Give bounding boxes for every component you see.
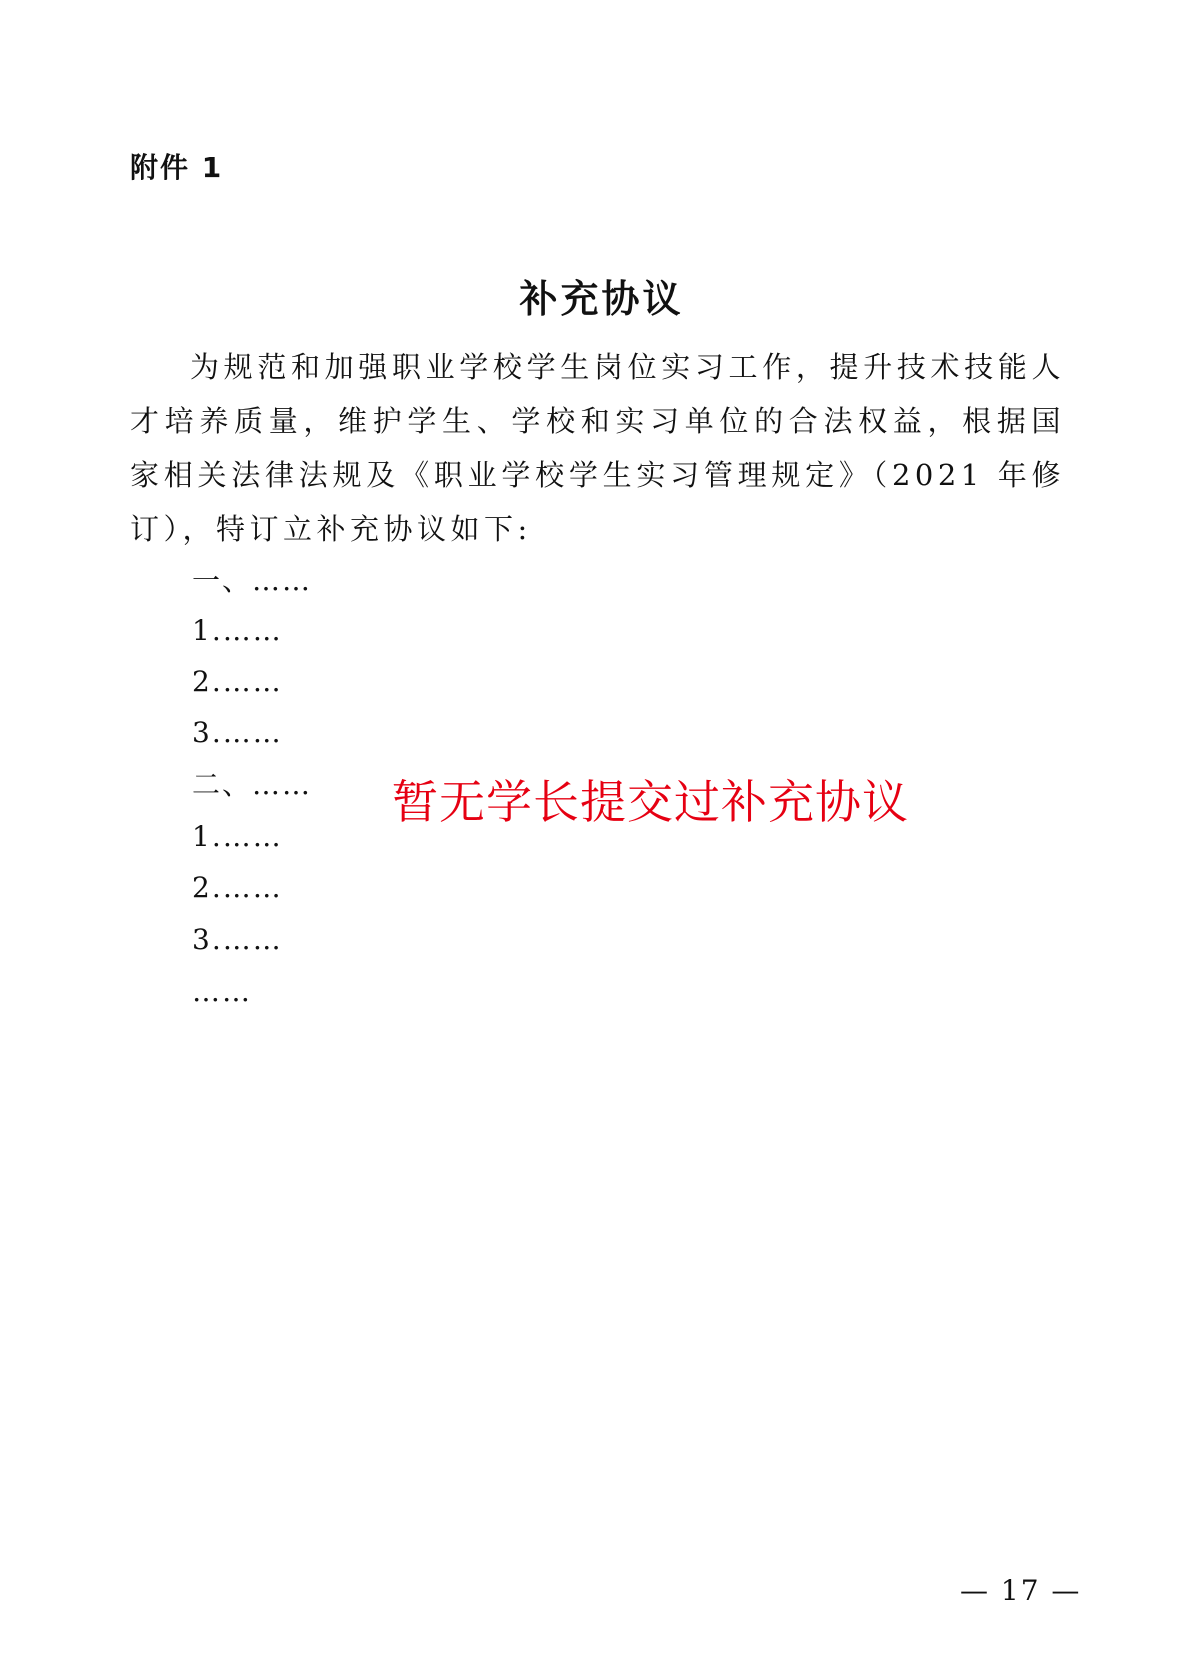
outline-item: 3.……	[192, 716, 283, 749]
no-submission-notice: 暂无学长提交过补充协议	[392, 775, 909, 829]
outline-item: 2.……	[192, 665, 283, 698]
outline-section-1: 一、……	[192, 564, 313, 597]
outline-item: 1.……	[192, 820, 283, 853]
outline-section-2: 二、……	[192, 768, 313, 801]
attachment-label: 附件 1	[130, 151, 224, 184]
outline-item: 3.……	[192, 923, 283, 956]
document-title: 补充协议	[519, 276, 684, 321]
outline-item: 2.……	[192, 871, 283, 904]
outline-item: 1.……	[192, 614, 283, 647]
outline-ellipsis: ……	[192, 975, 252, 1008]
page-number: — 17 —	[960, 1574, 1082, 1607]
intro-paragraph: 为规范和加强职业学校学生岗位实习工作，提升技术技能人才培养质量，维护学生、学校和实习单位的合法权益，根据国家相关法律法规及《职业学校学生实习管理规定》（2021 年修订），特订立补充协议如下:	[130, 350, 1065, 546]
